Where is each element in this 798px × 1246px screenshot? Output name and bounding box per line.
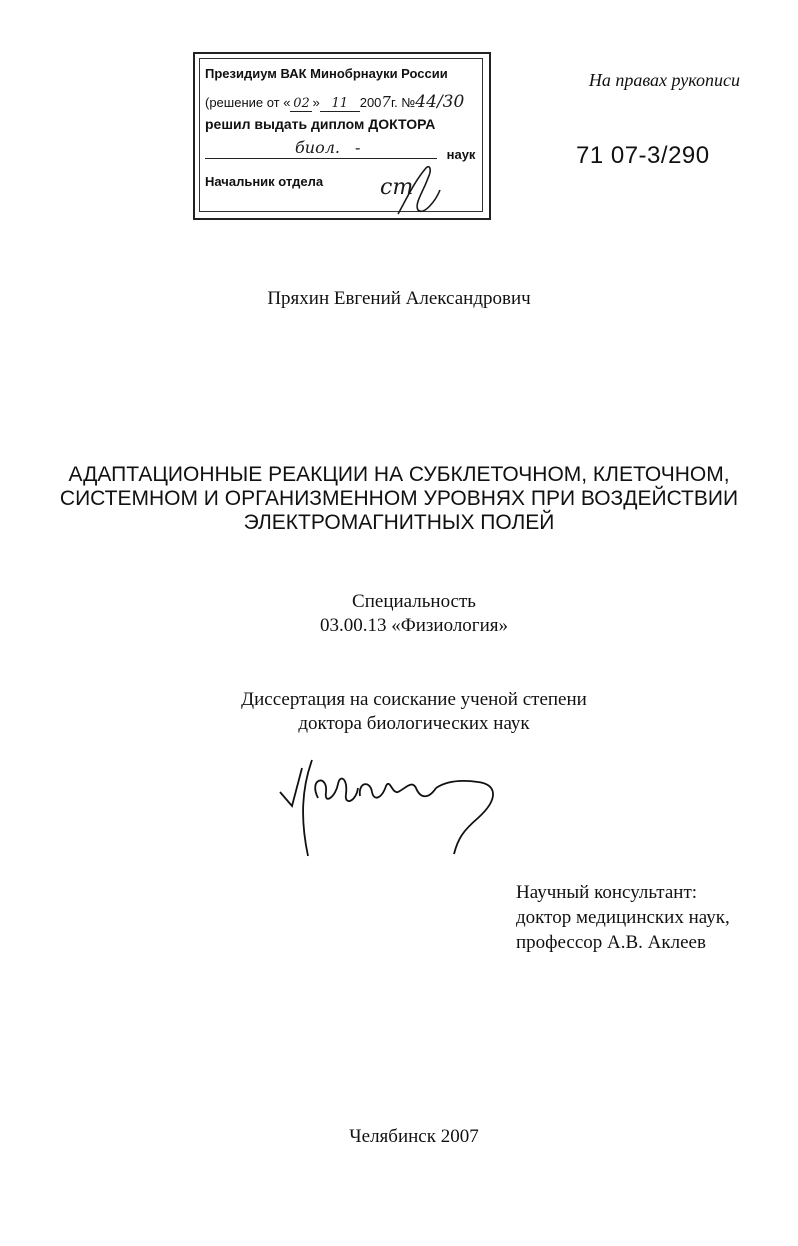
stamp-field-blank (205, 140, 437, 159)
stamp-chief-signature (378, 160, 458, 220)
author-name: Пряхин Евгений Александрович (267, 288, 531, 309)
approval-stamp (193, 52, 491, 220)
stamp-title: Президиум ВАК Минобрнауки России (205, 66, 448, 81)
stamp-month: 11 (320, 96, 360, 112)
stamp-field-line (205, 140, 475, 162)
consultant-name: профессор А.В. Аклеев (516, 932, 706, 953)
stamp-award-line: решил выдать диплом ДОКТОРА (205, 116, 436, 132)
specialty-code: 03.00.13 «Физиология» (319, 615, 509, 636)
degree-line-1: Диссертация на соискание ученой степени (241, 689, 587, 710)
dissertation-title (40, 463, 758, 535)
svg-text:ст: ст (380, 175, 414, 200)
stamp-sciences-label: наук (446, 147, 476, 162)
city-year: Челябинск 2007 (349, 1126, 479, 1147)
rights-label: На правах рукописи (588, 70, 740, 90)
author-signature (278, 758, 508, 858)
stamp-number: 44 (415, 92, 437, 112)
title-line-1: АДАПТАЦИОННЫЕ РЕАКЦИИ НА СУБКЛЕТОЧНОМ, КЛЕТОЧНОМ, (68, 463, 730, 486)
registration-number: 71 07-3/290 (576, 142, 710, 169)
stamp-field-handwritten: биол. (295, 138, 340, 157)
title-line-2: СИСТЕМНОМ И ОРГАНИЗМЕННОМ УРОВНЯХ ПРИ ВОЗДЕЙСТВИИ (59, 487, 739, 510)
consultant-degree: доктор медицинских наук, (516, 907, 730, 928)
stamp-number-suffix: /30 (436, 92, 465, 112)
dissertation-degree-block (0, 688, 798, 736)
title-line-3: ЭЛЕКТРОМАГНИТНЫХ ПОЛЕЙ (243, 511, 555, 534)
degree-line-2: доктора биологических наук (298, 713, 530, 734)
consultant-label: Научный консультант: (516, 882, 698, 903)
stamp-day: 02 (290, 96, 312, 112)
specialty-block (0, 590, 798, 638)
stamp-chief-label: Начальник отдела (205, 174, 324, 189)
stamp-year-digit: 7 (381, 93, 391, 111)
stamp-field-dash: - (355, 138, 361, 157)
stamp-decision-line: (решение от « 02 » 11 2007г. №44/30 (205, 92, 465, 112)
specialty-label: Специальность (352, 591, 476, 612)
consultant-block (516, 880, 730, 955)
